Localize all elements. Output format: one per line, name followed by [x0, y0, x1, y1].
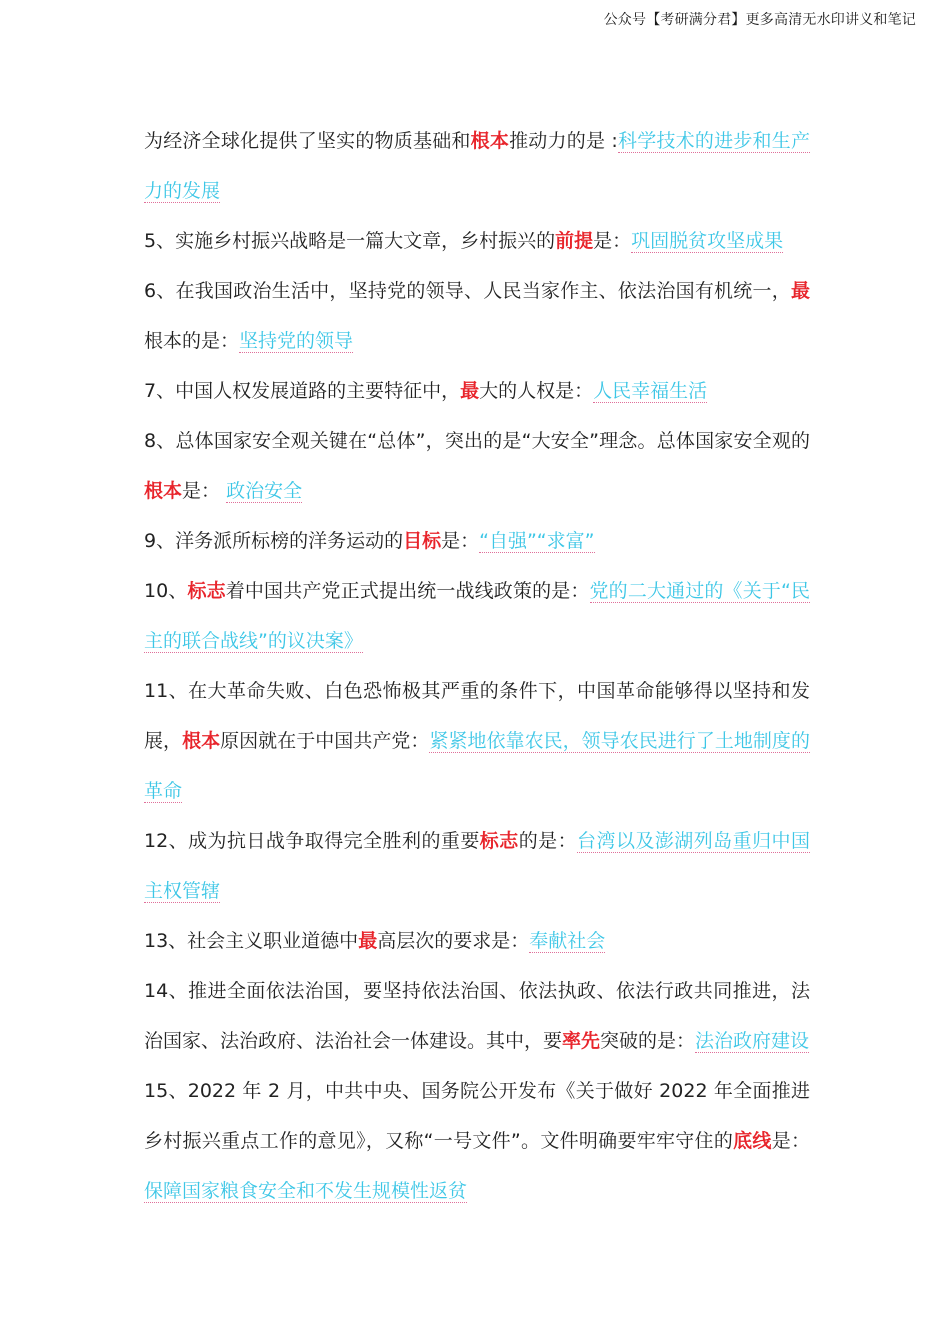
answer-text: 党的二大通过的《关于“民主的联合战线”的议决案》	[144, 580, 810, 652]
list-item	[144, 566, 810, 666]
item-text: 13、社会主义职业道德中	[144, 930, 359, 952]
list-item	[144, 816, 810, 916]
list-item	[144, 1066, 810, 1216]
item-text: 高层次的要求是：	[377, 930, 530, 952]
keyword-highlight: 根本	[144, 480, 183, 502]
item-text: 着中国共产党正式提出统一战线政策的是：	[225, 580, 590, 602]
answer-text: 保障国家粮食安全和不发生规模性返贫	[144, 1180, 468, 1202]
keyword-highlight: 最	[460, 380, 480, 402]
answer-text: 法治政府建设	[695, 1030, 810, 1052]
keyword-highlight: 前提	[555, 230, 594, 252]
item-text: 15、2022 年 2 月，中共中央、国务院公开发布《关于做好 2022 年全面推进乡村振兴重点工作的意见》，又称“一号文件”。文件明确要牢牢守住的	[144, 1080, 810, 1152]
answer-text: 奉献社会	[529, 930, 606, 952]
item-text: 根本的是：	[144, 330, 240, 352]
list-item	[144, 266, 810, 366]
answer-text: 台湾以及澎湖列岛重归中国主权管辖	[144, 830, 810, 902]
list-item	[144, 516, 810, 566]
keyword-highlight: 最	[358, 930, 378, 952]
item-text: 是：	[593, 230, 632, 252]
list-item	[144, 666, 810, 816]
item-text: 9、洋务派所标榜的洋务运动的	[144, 530, 404, 552]
item-text: 的是：	[518, 830, 578, 852]
item-text: 是：	[182, 480, 227, 502]
list-item	[144, 966, 810, 1066]
list-item	[144, 116, 810, 216]
item-text: 5、实施乡村振兴战略是一篇大文章，乡村振兴的	[144, 230, 556, 252]
header-note: 公众号【考研满分君】更多高清无水印讲义和笔记	[603, 12, 916, 28]
answer-text: 科学技术的进步和生产力的发展	[144, 130, 810, 202]
item-text: 14、推进全面依法治国，要坚持依法治国、依法执政、依法行政共同推进，法治国家、法治政府、法治社会一体建设。其中，要	[144, 980, 810, 1052]
answer-text: 紧紧地依靠农民，领导农民进行了土地制度的革命	[144, 730, 810, 802]
item-text: 突破的是：	[600, 1030, 696, 1052]
answer-text: “自强”“求富”	[479, 530, 595, 552]
item-text: 6、在我国政治生活中，坚持党的领导、人民当家作主、依法治国有机统一，	[144, 280, 791, 302]
answer-text: 人民幸福生活	[593, 380, 708, 402]
list-item	[144, 916, 810, 966]
keyword-highlight: 最	[790, 280, 810, 302]
item-text: 是：	[441, 530, 480, 552]
item-text: 推动力的是 :	[509, 130, 618, 152]
keyword-highlight: 目标	[403, 530, 442, 552]
keyword-highlight: 标志	[479, 830, 519, 852]
keyword-highlight: 标志	[187, 580, 226, 602]
keyword-highlight: 底线	[733, 1130, 772, 1152]
question-list	[144, 116, 810, 1216]
answer-text: 政治安全	[226, 480, 303, 502]
keyword-highlight: 根本	[470, 130, 510, 152]
list-item	[144, 416, 810, 516]
item-text: 10、	[144, 580, 188, 602]
item-text: 12、成为抗日战争取得完全胜利的重要	[144, 830, 480, 852]
item-text: 原因就在于中国共产党：	[220, 730, 430, 752]
keyword-highlight: 率先	[562, 1030, 601, 1052]
answer-text: 坚持党的领导	[239, 330, 354, 352]
list-item	[144, 366, 810, 416]
item-text: 为经济全球化提供了坚实的物质基础和	[144, 130, 471, 152]
list-item	[144, 216, 810, 266]
item-text: 大的人权是：	[479, 380, 594, 402]
item-text: 11、在大革命失败、白色恐怖极其严重的条件下，中国革命能够得以坚持和发展，	[144, 680, 810, 752]
item-text: 8、总体国家安全观关键在“总体”，突出的是“大安全”理念。总体国家安全观的	[144, 430, 810, 452]
item-text: 是：	[771, 1130, 810, 1152]
keyword-highlight: 根本	[182, 730, 221, 752]
item-text: 7、中国人权发展道路的主要特征中，	[144, 380, 461, 402]
answer-text: 巩固脱贫攻坚成果	[631, 230, 784, 252]
